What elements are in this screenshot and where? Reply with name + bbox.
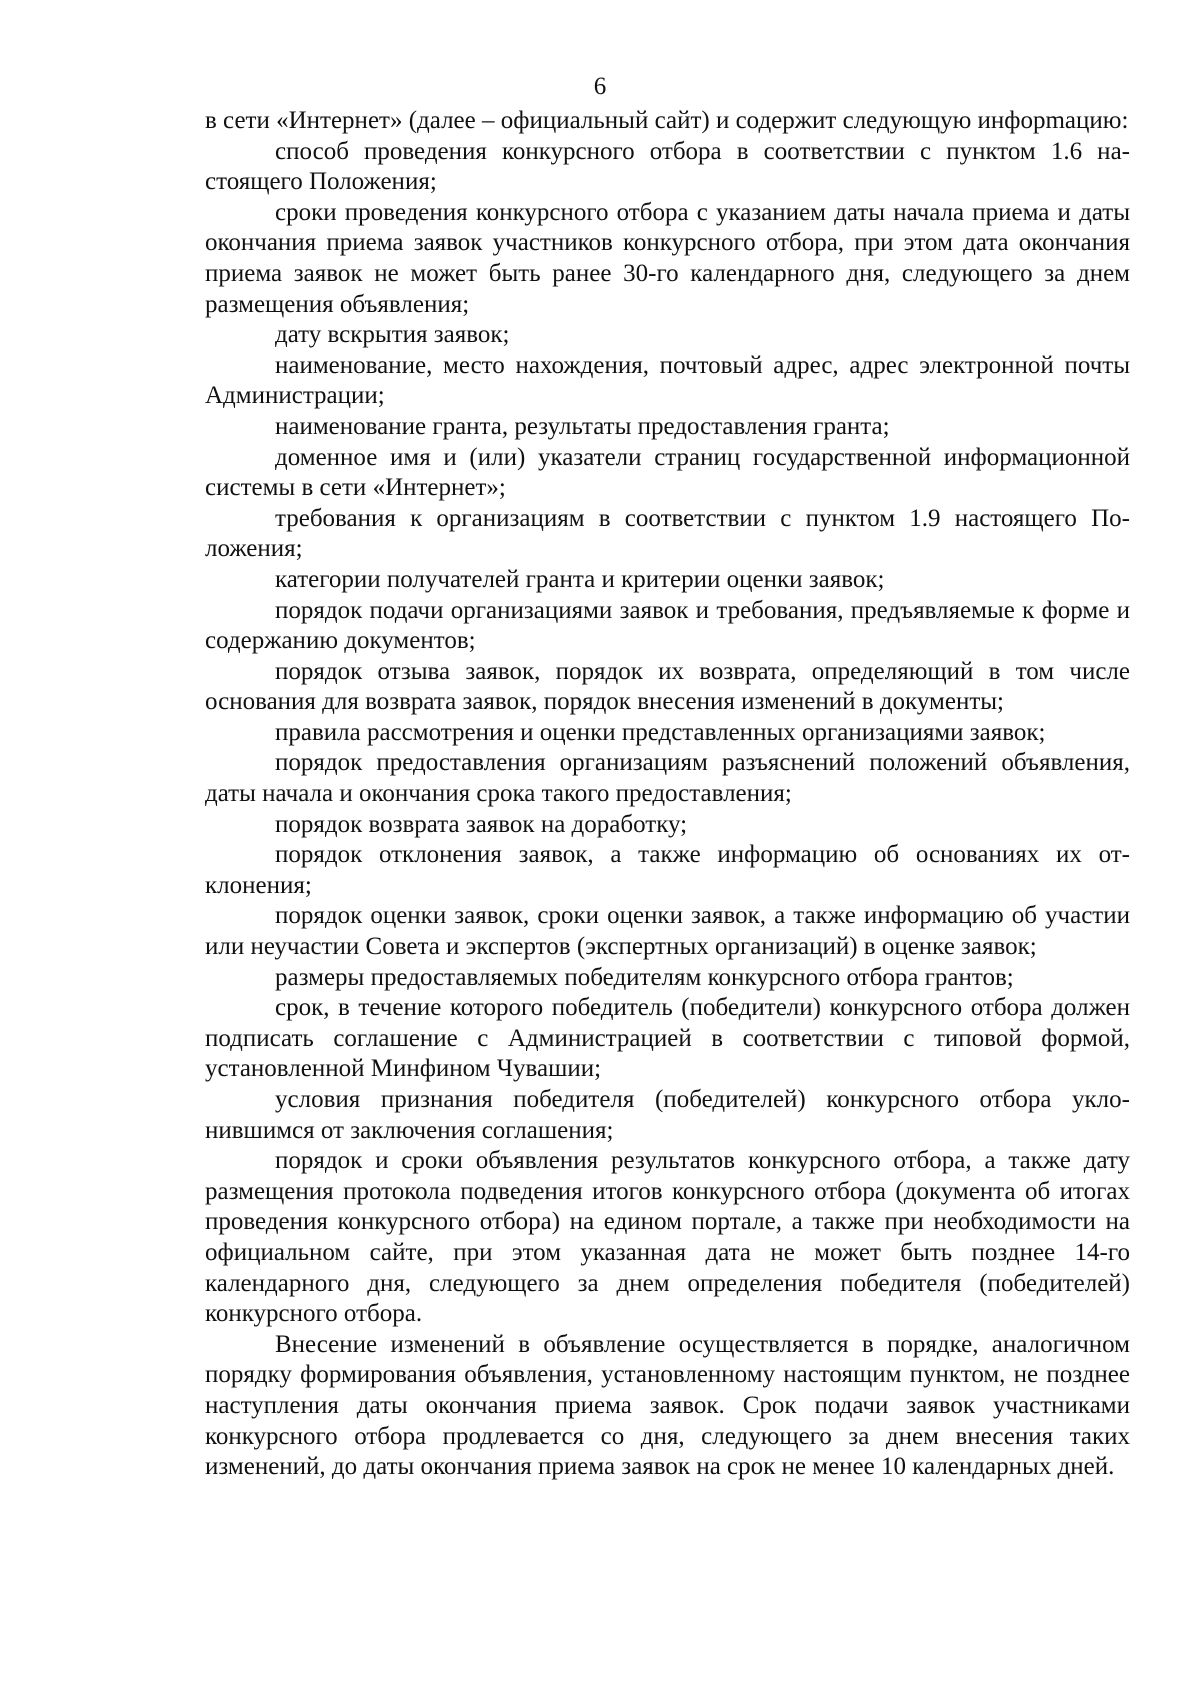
list-item-grant-name: наименование гранта, результаты предоставления гранта; [275, 412, 890, 440]
page-number: 6 [593, 73, 607, 100]
list-item-method: способ проведения конкурсного отбора в соответствии с пунктом 1.6 настоящего Положения; [205, 137, 1130, 196]
list-item-administration-contacts: наименование, место нахождения, почтовый адрес, адрес электронной почты Администрации; [205, 351, 1130, 410]
list-item-opening-date: дату вскрытия заявок; [275, 321, 510, 349]
list-item-withdrawal-order: порядок отзыва заявок, порядок их возврата, определяющий в том числе основания для возврата заявок, порядок внесения изменений в документы; [205, 657, 1130, 716]
list-item-deadlines: сроки проведения конкурсного отбора с указанием даты начала приема и даты окончания приема заявок участников конкурсного отбора, при этом дата окончания приема заявок не может быть ранее 30-го календарного дня, следующего за днем размещения объявления; [205, 198, 1130, 318]
paragraph-amendments: Внесение изменений в объявление осуществляется в порядке, аналогичном порядку формирования объявления, установленному настоящим пунктом, не позднее наступления даты окончания приема заявок. Срок подачи заявок участниками конкурсного отбора продлевается со дня, следующего за днем внесения таких изменений, до даты окончания приема заявок на срок не менее 10 календарных дней. [205, 1330, 1130, 1481]
list-item-clarifications: порядок предоставления организациям разъяснений положений объявления, даты начала и окончания срока такого предоставления; [205, 749, 1130, 808]
list-item-requirements: требования к организациям в соответствии с пунктом 1.9 настоящего Положения; [205, 504, 1130, 563]
list-item-categories: категории получателей гранта и критерии оценки заявок; [275, 565, 885, 593]
list-item-results-announcement: порядок и сроки объявления результатов конкурсного отбора, а также дату размещения протокола подведения итогов конкурсного отбора (документа об итогах проведения конкурсного отбора) на едином портале, а также при необходимости на официальном сайте, при этом указанная дата не может быть позднее 14-го календарного дня, следующего за днем определения победителя (победителей) конкурсного отбора. [205, 1147, 1130, 1328]
list-item-evaluation-order: порядок оценки заявок, сроки оценки заявок, а также информацию об участии или неучастии Совета и экспертов (экспертных организаций) в оценке заявок; [205, 902, 1130, 961]
list-item-evasion-conditions: условия признания победителя (победителей) конкурсного отбора уклонившимся от заключения соглашения; [205, 1086, 1130, 1144]
list-item-review-rules: правила рассмотрения и оценки представленных организациями заявок; [275, 718, 1046, 746]
document-body [205, 106, 1130, 1483]
list-item-domain-name: доменное имя и (или) указатели страниц государственной информационной системы в сети «Интернет»; [205, 443, 1130, 502]
list-item-rejection-order: порядок отклонения заявок, а также информацию об основаниях их отклонения; [205, 841, 1130, 899]
paragraph-intro: в сети «Интернет» (далее – официальный сайт) и содержит следующую инфорmацию: [205, 107, 1129, 134]
list-item-agreement-term: срок, в течение которого победитель (победители) конкурсного отбора должен подписать соглашение с Администрацией в соответствии с типовой формой, установленной Минфином Чувашии; [205, 994, 1130, 1083]
list-item-submission-order: порядок подачи организациями заявок и требования, предъявляемые к форме и содержанию документов; [205, 596, 1130, 655]
list-item-grant-amounts: размеры предоставляемых победителям конкурсного отбора грантов; [275, 963, 1014, 991]
list-item-return-for-revision: порядок возврата заявок на доработку; [275, 810, 688, 838]
